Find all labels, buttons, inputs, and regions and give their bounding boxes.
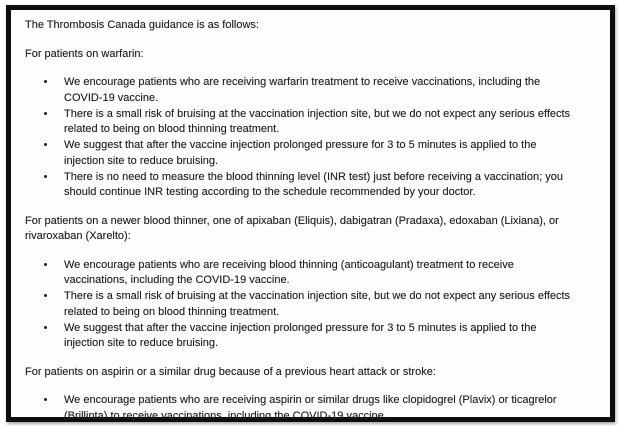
bullet-item: • We encourage patients who are receiving aspirin or similar drugs like clopidogrel (Plavix) or ticagrelor (Brillinta) to receive vaccinations, including the COVID-19 vaccine.: [57, 393, 574, 424]
bullet-list-newer-blood-thinner: [25, 258, 592, 352]
bullet-list-warfarin: [25, 75, 592, 201]
section-heading-newer-blood-thinner: For patients on a newer blood thinner, one of apixaban (Eliquis), dabigatran (Pradaxa), edoxaban (Lixiana), or rivaroxaban (Xarelto):: [25, 214, 559, 242]
bullet-item: • We suggest that after the vaccine injection prolonged pressure for 3 to 5 minutes is applied to the injection site to reduce bruising.: [57, 138, 574, 169]
bullet-item: • There is no need to measure the blood thinning level (INR test) just before receiving a vaccination; you should continue INR testing according to the schedule recommended by your doctor.: [57, 170, 574, 201]
bullet-list-aspirin: [25, 393, 592, 424]
bullet-item: • We suggest that after the vaccine injection prolonged pressure for 3 to 5 minutes is applied to the injection site to reduce bruising.: [57, 321, 574, 352]
document-frame: [6, 5, 615, 422]
bullet-item: • There is a small risk of bruising at the vaccination injection site, but we do not expect any serious effects related to being on blood thinning treatment.: [57, 289, 574, 320]
bullet-item: • There is a small risk of bruising at the vaccination injection site, but we do not expect any serious effects related to being on blood thinning treatment.: [57, 107, 574, 138]
bullet-item: • We encourage patients who are receiving warfarin treatment to receive vaccinations, including the COVID-19 vaccine.: [57, 75, 574, 106]
section-heading-warfarin: For patients on warfarin:: [25, 47, 144, 60]
section-heading-aspirin: For patients on aspirin or a similar drug because of a previous heart attack or stroke:: [25, 365, 436, 378]
bullet-item: • We encourage patients who are receiving blood thinning (anticoagulant) treatment to receive vaccinations, including the COVID-19 vaccine.: [57, 258, 574, 289]
intro-paragraph: The Thrombosis Canada guidance is as follows:: [25, 19, 259, 31]
